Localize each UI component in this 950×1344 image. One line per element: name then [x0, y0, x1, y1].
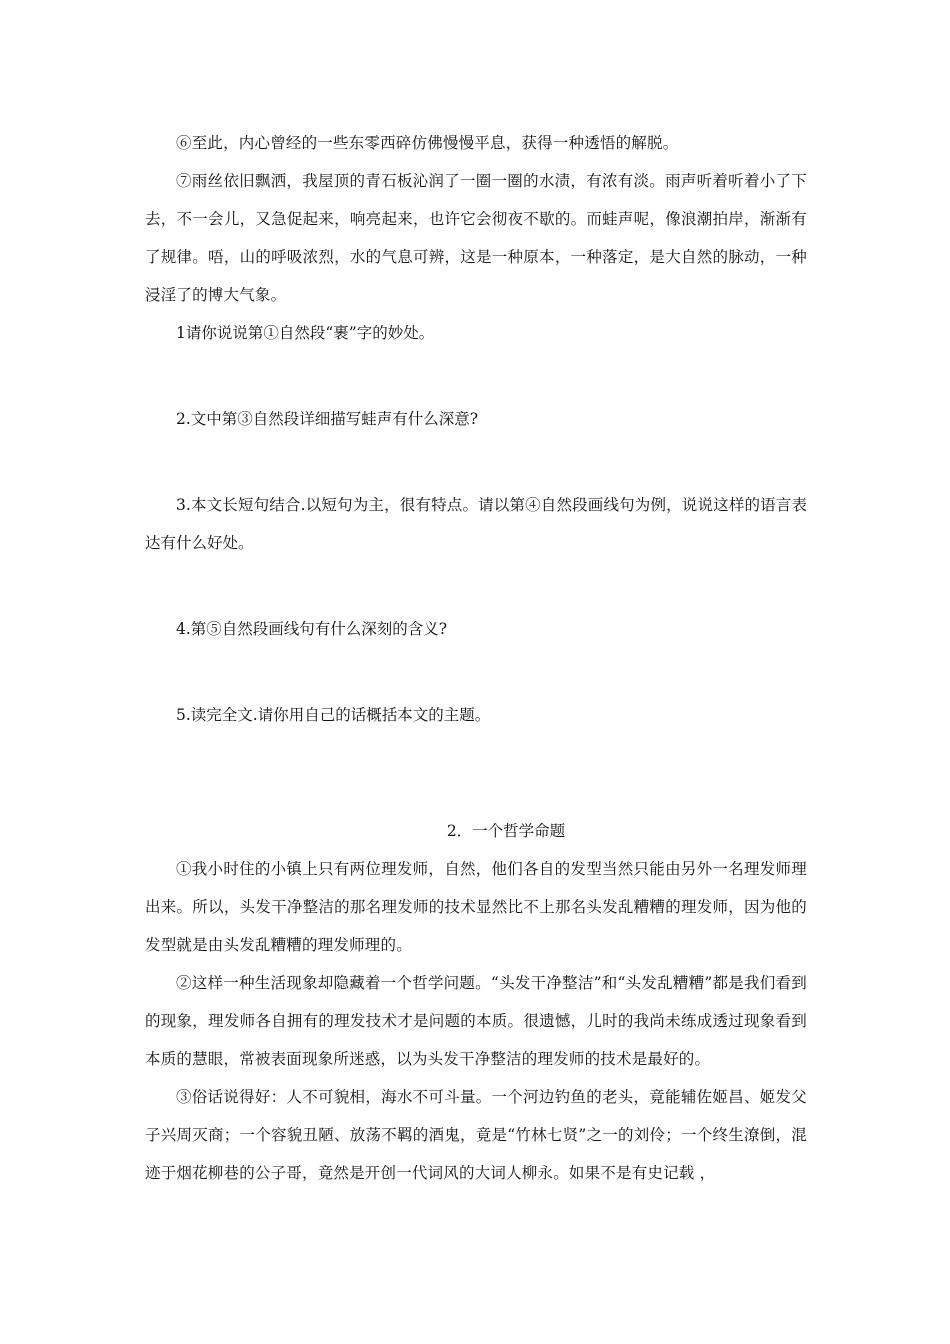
paragraph-1: ①我小时住的小镇上只有两位理发师，自然，他们各自的发型当然只能由另外一名理发师理出来。所以，头发干净整洁的那名理发师的技术显然比不上那名头发乱糟糟的理发师，因为他的发型就是由头发乱糟糟的理发师理的。 [145, 860, 807, 954]
answer-space [145, 562, 807, 610]
question-1: 1请你说说第①自然段“裹”字的妙处。 [176, 324, 435, 342]
paragraph-2: ②这样一种生活现象却隐藏着一个哲学问题。“头发干净整洁”和“头发乱糟糟”都是我们看到的现象，理发师各自拥有的理发技术才是问题的本质。很遗憾，儿时的我尚未练成透过现象看到本质的慧眼，常被表面现象所迷惑，以为头发干净整洁的理发师的技术是最好的。 [145, 974, 807, 1068]
answer-space [145, 352, 807, 400]
section-title: 2．一个哲学命题 [446, 822, 566, 840]
question-4: 4.第⑤自然段画线句有什么深刻的含义? [176, 620, 448, 638]
question-2: 2.文中第③自然段详细描写蛙声有什么深意? [176, 410, 479, 428]
answer-space [145, 438, 807, 486]
question-3: 3.本文长短句结合.以短句为主，很有特点。请以第④自然段画线句为例，说说这样的语言表 达有什么好处。 [145, 496, 823, 552]
paragraph-7: ⑦雨丝依旧飘洒，我屋顶的青石板沁润了一圈一圈的水渍，有浓有淡。雨声听着听着小了下去，不一会儿，又急促起来，响亮起来，也许它会彻夜不歇的。而蛙声呢，像浪潮拍岸，渐渐有了规律。唔，山的呼吸浓烈，水的气息可辨，这是一种原本，一种落定，是大自然的脉动，一种浸淫了的博大气象。 [145, 172, 807, 304]
paragraph-3: ③俗话说得好：人不可貌相，海水不可斗量。一个河边钓鱼的老头，竟能辅佐姬昌、姬发父子兴周灭商；一个容貌丑陋、放荡不羁的酒鬼，竟是“竹林七贤”之一的刘伶；一个终生潦倒，混迹于烟花柳巷的公子哥，竟然是开创一代词风的大词人柳永。如果不是有史记载 ， [145, 1088, 807, 1182]
paragraph-6: ⑥至此，内心曾经的一些东零西碎仿佛慢慢平息，获得一种透悟的解脱。 [176, 134, 679, 152]
section-gap [145, 734, 807, 812]
document-page [145, 124, 823, 1192]
answer-space [145, 648, 807, 696]
question-5: 5.读完全文.请你用自己的话概括本文的主题。 [176, 706, 491, 724]
